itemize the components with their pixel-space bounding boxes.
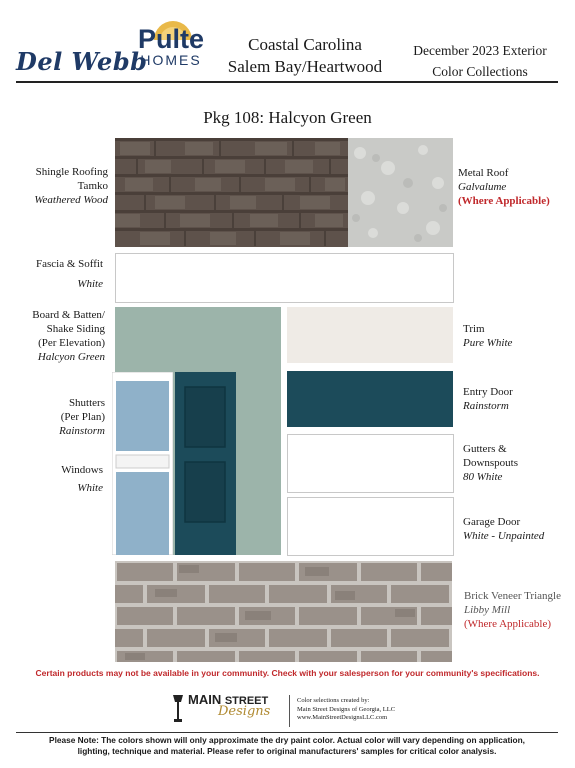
siding-label — [10, 308, 105, 364]
entry-door-swatch — [287, 371, 453, 427]
gutters-swatch — [287, 434, 454, 493]
footer-logo-divider — [289, 695, 290, 727]
gutters-line-2: Downspouts — [463, 457, 519, 469]
shingle-roofing-swatch — [115, 138, 348, 247]
brick-veneer-swatch — [115, 561, 452, 662]
windows-label — [10, 463, 103, 495]
color-disclaimer — [16, 735, 558, 757]
logo-designs: Designs — [218, 704, 271, 719]
designer-credit — [297, 697, 395, 723]
entry-door-color: Rainstorm — [463, 400, 509, 412]
collection-heading — [400, 40, 560, 82]
community-heading — [215, 34, 395, 78]
trim-swatch — [287, 307, 453, 363]
logo-main: MAIN — [188, 692, 222, 707]
siding-line-1: Board & Batten/ — [32, 309, 105, 321]
window-swatch — [112, 372, 173, 555]
credit-line-1: Color selections created by: — [297, 697, 370, 704]
trim-title: Trim — [463, 323, 485, 335]
brick-note: (Where Applicable) — [464, 618, 552, 630]
disclaimer-line-1: Please Note: The colors shown will only approximate the dry paint color. Actual color will vary depending on application, — [49, 735, 525, 745]
logo-street: STREET — [224, 695, 269, 707]
shingle-brand: Tamko — [77, 180, 108, 192]
collection-line-1: December 2023 Exterior — [413, 43, 547, 58]
trim-color: Pure White — [463, 337, 513, 349]
gutters-label — [463, 442, 563, 484]
credit-line-2: Main Street Designs of Georgia, LLC — [297, 705, 396, 713]
windows-color: White — [77, 482, 103, 494]
entry-door-label — [463, 385, 563, 413]
community-line-2: Salem Bay/Heartwood — [227, 57, 383, 76]
package-title: Pkg 108: Halcyon Green — [203, 108, 372, 127]
availability-notice: Certain products may not be available in your community. Check with your salesperson for your community's specifications. — [35, 668, 540, 678]
shingle-title: Shingle Roofing — [35, 166, 108, 178]
brick-label — [464, 589, 574, 631]
lamp-post-icon — [171, 692, 185, 722]
siding-line-2: Shake Siding — [46, 323, 105, 335]
metal-roof-color: Galvalume — [458, 181, 507, 193]
metal-roof-note: (Where Applicable) — [458, 195, 550, 207]
brick-color: Libby Mill — [464, 604, 511, 616]
pulte-wordmark: Pulte — [137, 24, 204, 54]
siding-color: Halcyon Green — [37, 351, 105, 363]
shutters-label — [10, 396, 105, 438]
credit-line-3: www.MainStreetDesignsLLC.com — [297, 714, 388, 721]
shutters-line-2: (Per Plan) — [60, 411, 105, 423]
main-street-logo — [188, 692, 270, 719]
garage-door-color: White - Unpainted — [463, 530, 545, 542]
fascia-color: White — [77, 278, 103, 290]
footer-divider — [16, 732, 558, 733]
community-line-1: Coastal Carolina — [248, 35, 362, 54]
fascia-title: Fascia & Soffit — [35, 258, 103, 270]
brick-title: Brick Veneer Triangle — [464, 590, 561, 602]
shutters-line-1: Shutters — [68, 397, 105, 409]
collection-line-2: Color Collections — [432, 64, 528, 79]
disclaimer-line-2: lighting, technique and material. Please refer to original manufacturers' samples for critical color analysis. — [77, 746, 497, 756]
garage-door-label — [463, 515, 571, 543]
gutters-line-1: Gutters & — [463, 443, 507, 455]
shutter-swatch — [175, 372, 236, 555]
shingle-color: Weathered Wood — [34, 194, 108, 206]
garage-door-title: Garage Door — [463, 516, 521, 528]
garage-door-swatch — [287, 497, 454, 556]
metal-roof-label — [458, 166, 573, 208]
trim-label — [463, 322, 563, 350]
entry-door-title: Entry Door — [463, 386, 513, 398]
fascia-label — [10, 257, 103, 291]
siding-line-3: (Per Elevation) — [38, 337, 105, 349]
pulte-homes-logo — [134, 26, 208, 67]
gutters-color: 80 White — [463, 471, 503, 483]
windows-title: Windows — [61, 464, 103, 476]
metal-roof-title: Metal Roof — [458, 167, 509, 179]
homes-wordmark: HOMES — [140, 52, 202, 68]
del-webb-logo: Del Webb — [16, 47, 148, 76]
shingle-label — [10, 165, 108, 207]
header-divider — [16, 81, 558, 83]
fascia-soffit-swatch — [115, 253, 454, 303]
shutters-color: Rainstorm — [59, 425, 105, 437]
metal-roof-swatch — [348, 138, 453, 247]
